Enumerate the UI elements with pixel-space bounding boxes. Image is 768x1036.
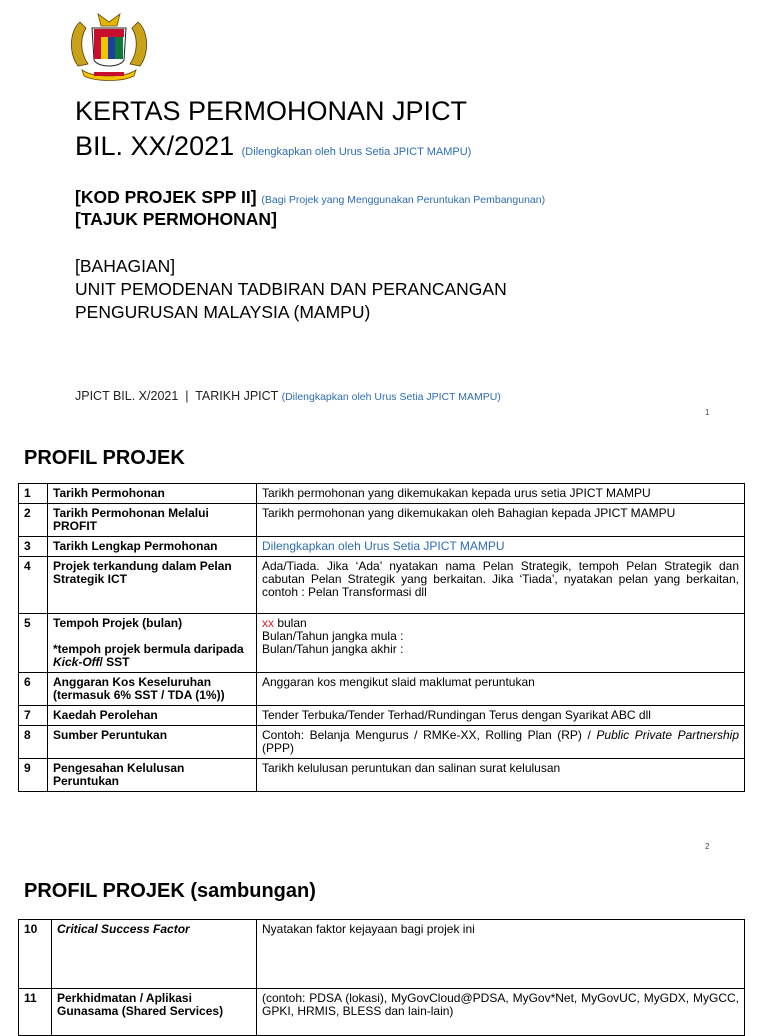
- label-note-sst: / SST: [99, 655, 130, 669]
- row-label-note: [53, 643, 251, 669]
- row-label: Sumber Peruntukan: [48, 726, 257, 759]
- row-label: Tempoh Projek (bulan): [53, 616, 183, 630]
- row-label: Pengesahan Kelulusan Peruntukan: [48, 759, 257, 792]
- row-label-tempoh: [48, 614, 257, 673]
- section-title-profil-projek-sambungan: PROFIL PROJEK (sambungan): [24, 880, 316, 902]
- page-number-1: 1: [705, 408, 710, 417]
- row-number: 10: [19, 920, 52, 989]
- footer-text: JPICT BIL. X/2021 | TARIKH JPICT: [75, 389, 279, 403]
- table-row: [19, 673, 745, 706]
- row-label: Kaedah Perolehan: [48, 706, 257, 726]
- row-value: Nyatakan faktor kejayaan bagi projek ini: [257, 920, 745, 989]
- label-note-text: *tempoh projek bermula daripada: [53, 642, 244, 656]
- row-label: Anggaran Kos Keseluruhan (termasuk 6% SST / TDA (1%)): [48, 673, 257, 706]
- table-row: [19, 557, 745, 614]
- row-label: Perkhidmatan / Aplikasi Gunasama (Shared Services): [52, 989, 257, 1036]
- jata-negara-crest: [64, 12, 154, 84]
- row-number: 2: [19, 504, 48, 537]
- row-value: Tarikh permohonan yang dikemukakan oleh Bahagian kepada JPICT MAMPU: [257, 504, 745, 537]
- unit-name-line2: PENGURUSAN MALAYSIA (MAMPU): [75, 302, 371, 322]
- table-row: [19, 759, 745, 792]
- placeholder-xx: xx: [262, 616, 274, 630]
- label-note-kickoff: Kick-Off: [53, 655, 100, 669]
- title-note: (Dilengkapkan oleh Urus Setia JPICT MAMPU): [241, 146, 472, 158]
- kod-projek-note: (Bagi Projek yang Menggunakan Peruntukan Pembangunan): [261, 194, 546, 206]
- row-value: (contoh: PDSA (lokasi), MyGovCloud@PDSA, MyGov*Net, MyGovUC, MyGDX, MyGCC, GPKI, HRMIS, BLESS dan lain-lain): [257, 989, 745, 1036]
- row-number: 3: [19, 537, 48, 557]
- table-row: [19, 706, 745, 726]
- row-label: Tarikh Permohonan: [48, 484, 257, 504]
- profil-projek-table: [18, 483, 745, 792]
- row-value: Tarikh kelulusan peruntukan dan salinan surat kelulusan: [257, 759, 745, 792]
- profil-projek-sambungan-table: [18, 919, 745, 1036]
- row-value: Dilengkapkan oleh Urus Setia JPICT MAMPU: [257, 537, 745, 557]
- page-footer: [75, 389, 501, 403]
- row-number: 1: [19, 484, 48, 504]
- row-number: 6: [19, 673, 48, 706]
- row-value-sumber: [257, 726, 745, 759]
- bahagian-label: [BAHAGIAN]: [75, 256, 176, 276]
- table-row: [19, 537, 745, 557]
- row-value: Tender Terbuka/Tender Terhad/Rundingan Terus dengan Syarikat ABC dll: [257, 706, 745, 726]
- row-number: 9: [19, 759, 48, 792]
- row-number: 5: [19, 614, 48, 673]
- kod-projek: [KOD PROJEK SPP II]: [75, 187, 257, 207]
- table-row: [19, 614, 745, 673]
- row-value: Anggaran kos mengikut slaid maklumat peruntukan: [257, 673, 745, 706]
- unit-name-line1: UNIT PEMODENAN TADBIRAN DAN PERANCANGAN: [75, 279, 507, 299]
- document-number-line: [75, 131, 471, 167]
- tajuk-permohonan: [TAJUK PERMOHONAN]: [75, 209, 277, 229]
- table-row: [19, 989, 745, 1036]
- kod-projek-line: [75, 187, 545, 210]
- page-number-2: 2: [705, 842, 710, 851]
- sumber-text: Contoh: Belanja Mengurus / RMKe-XX, Rolling Plan (RP) /: [262, 728, 597, 742]
- section-title-profil-projek: PROFIL PROJEK: [24, 447, 185, 469]
- bulan-text: bulan: [274, 616, 307, 630]
- row-number: 8: [19, 726, 48, 759]
- row-value: Tarikh permohonan yang dikemukakan kepada urus setia JPICT MAMPU: [257, 484, 745, 504]
- table-row: [19, 484, 745, 504]
- jangka-mula: Bulan/Tahun jangka mula :: [262, 629, 404, 643]
- table-row: [19, 504, 745, 537]
- row-label: Tarikh Lengkap Permohonan: [48, 537, 257, 557]
- table-row: [19, 726, 745, 759]
- table-row: [19, 920, 745, 989]
- row-number: 11: [19, 989, 52, 1036]
- sumber-ppp-abbr: (PPP): [262, 741, 295, 755]
- document-title: KERTAS PERMOHONAN JPICT: [75, 96, 468, 126]
- row-value-tempoh: [257, 614, 745, 673]
- row-number: 4: [19, 557, 48, 614]
- row-label: Critical Success Factor: [52, 920, 257, 989]
- row-label: Tarikh Permohonan Melalui PROFIT: [48, 504, 257, 537]
- row-value: Ada/Tiada. Jika ‘Ada’ nyatakan nama Pelan Strategik, tempoh Pelan Strategik dan cabutan Pelan Strategik yang berkaitan. Jika ‘Tiada’, nyatakan pelan yang berkaitan, contoh : Pelan Transformasi dll: [257, 557, 745, 614]
- row-label: Projek terkandung dalam Pelan Strategik ICT: [48, 557, 257, 614]
- document-number: BIL. XX/2021: [75, 131, 235, 161]
- jangka-akhir: Bulan/Tahun jangka akhir :: [262, 642, 404, 656]
- row-number: 7: [19, 706, 48, 726]
- footer-note: (Dilengkapkan oleh Urus Setia JPICT MAMPU): [281, 391, 501, 403]
- sumber-ppp: Public Private Partnership: [596, 728, 739, 742]
